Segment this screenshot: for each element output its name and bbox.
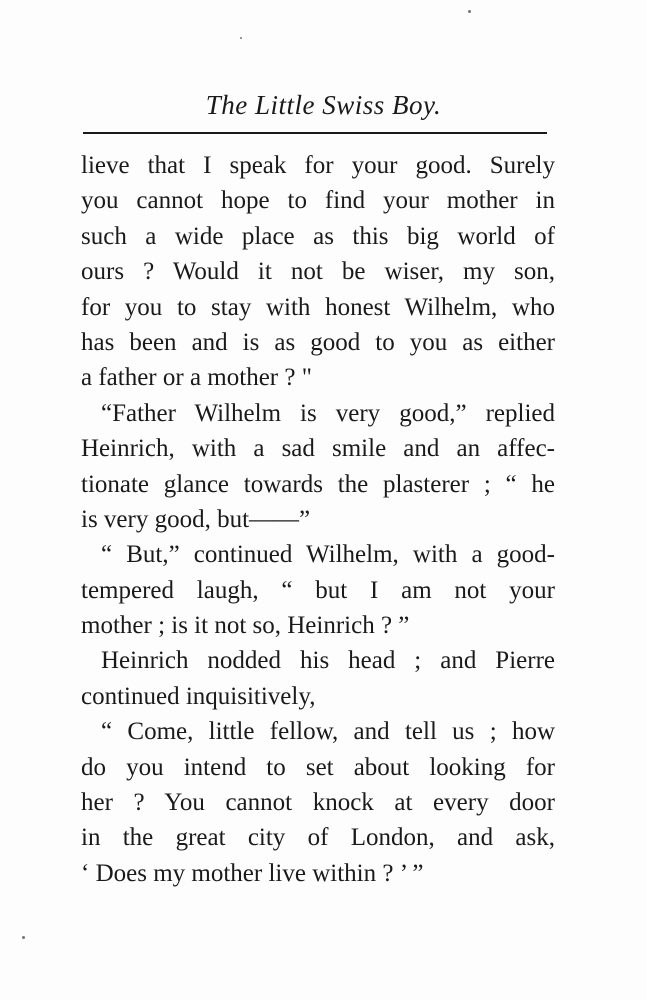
text-line: “Father Wilhelm is very good,” replied — [101, 399, 555, 427]
text-line: has been and is as good to you as either — [81, 328, 555, 356]
text-line: lieve that I speak for your good. Surely — [81, 152, 555, 179]
running-head: The Little Swiss Boy. — [205, 90, 442, 120]
text-line: ‘ Does my mother live within ? ’ ” — [81, 859, 424, 887]
text-line: “ But,” continued Wilhelm, with a good- — [101, 541, 555, 569]
text-line: tempered laugh, “ but I am not your — [81, 576, 555, 604]
ink-speck — [240, 37, 242, 39]
text-line: continued inquisitively, — [81, 682, 316, 710]
text-line: tionate glance towards the plasterer ; “ he — [81, 470, 555, 498]
text-line: her ? You cannot knock at every door — [81, 789, 555, 817]
text-line: Heinrich nodded his head ; and Pierre — [101, 647, 555, 675]
text-line: do you intend to set about looking for — [81, 753, 555, 781]
text-line: mother ; is it not so, Heinrich ? ” — [81, 612, 410, 640]
ink-speck — [22, 936, 25, 939]
text-line: ours ? Would it not be wiser, my son, — [81, 258, 555, 286]
text-line: “ Come, little fellow, and tell us ; how — [101, 718, 555, 746]
text-line: for you to stay with honest Wilhelm, who — [81, 293, 555, 321]
text-line: you cannot hope to find your mother in — [81, 187, 555, 215]
body-text — [81, 148, 555, 891]
text-line: such a wide place as this big world of — [81, 222, 555, 250]
text-line: a father or a mother ? " — [81, 364, 312, 392]
header-rule — [83, 132, 547, 134]
text-line: in the great city of London, and ask, — [81, 824, 555, 852]
text-line: Heinrich, with a sad smile and an affec- — [81, 435, 555, 463]
ink-speck — [468, 10, 471, 13]
text-line: is very good, but——” — [81, 505, 311, 533]
